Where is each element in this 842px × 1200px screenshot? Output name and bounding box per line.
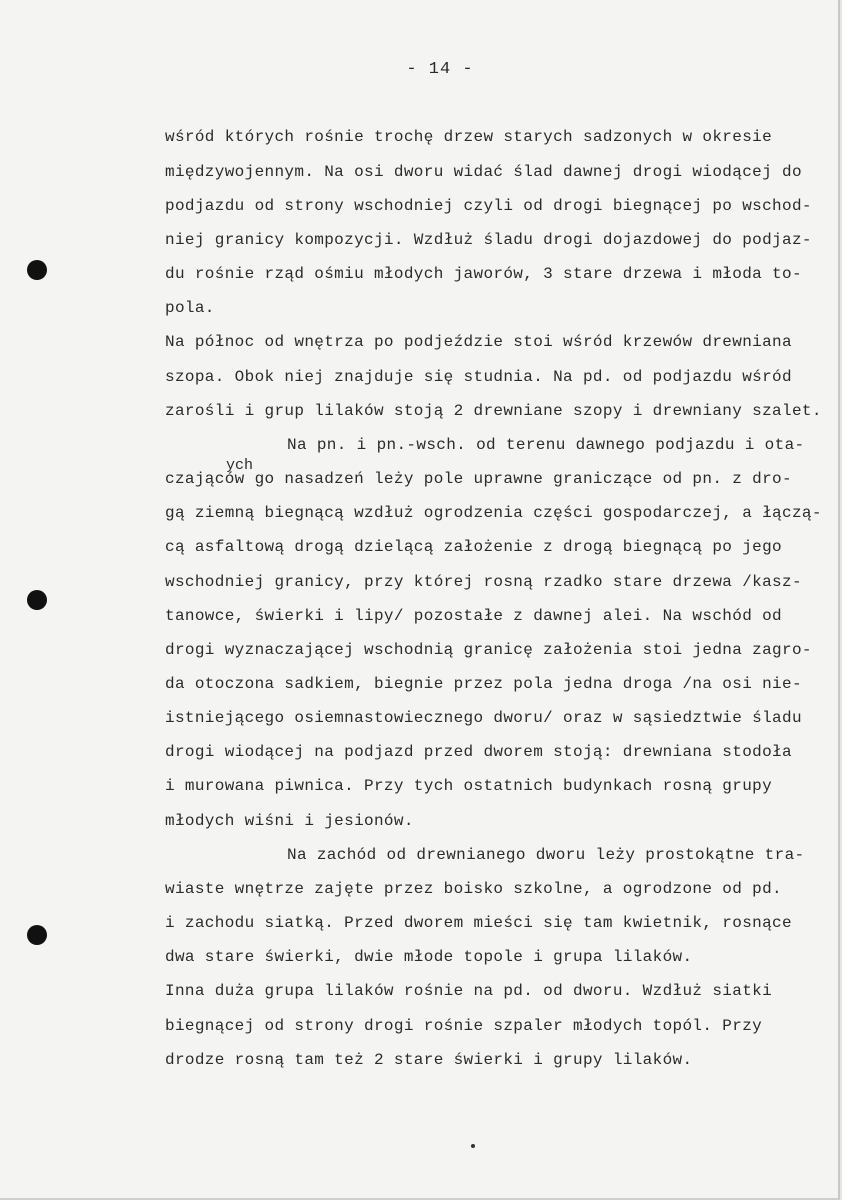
text-line: cą asfaltową drogą dzielącą założenie z drogą biegnącą po jego xyxy=(165,538,782,556)
text-line: młodych wiśni i jesionów. xyxy=(165,812,414,830)
text-line: niej granicy kompozycji. Wzdłuż śladu drogi dojazdowej do podjaz- xyxy=(165,231,812,249)
ink-speck xyxy=(471,1144,475,1148)
punch-hole-middle xyxy=(27,590,47,610)
typed-correction: ych xyxy=(226,457,254,474)
text-line: podjazdu od strony wschodniej czyli od drogi biegnącej po wschod- xyxy=(165,197,812,215)
text-line: i murowana piwnica. Przy tych ostatnich budynkach rosną grupy xyxy=(165,777,773,795)
text-line: wśród których rośnie trochę drzew starych sadzonych w okresie xyxy=(165,128,773,146)
text-line: Na północ od wnętrza po podjeździe stoi wśród krzewów drewniana xyxy=(165,333,792,351)
text-line: drodze rosną tam też 2 stare świerki i grupy lilaków. xyxy=(165,1051,693,1069)
text-line: dwa stare świerki, dwie młode topole i grupa lilaków. xyxy=(165,948,693,966)
text-line: zarośli i grup lilaków stoją 2 drewniane szopy i drewniany szalet. xyxy=(165,402,822,420)
text-line: Inna duża grupa lilaków rośnie na pd. od dworu. Wzdłuż siatki xyxy=(165,982,773,1000)
text-line: międzywojennym. Na osi dworu widać ślad dawnej drogi wiodącej do xyxy=(165,163,802,181)
text-line: Na pn. i pn.-wsch. od terenu dawnego podjazdu i ota- xyxy=(287,436,805,454)
text-line: pola. xyxy=(165,299,215,317)
page-number: - 14 - xyxy=(406,60,474,79)
text-line: drogi wiodącej na podjazd przed dworem stoją: drewniana stodoła xyxy=(165,743,792,761)
text-line: szopa. Obok niej znajduje się studnia. Na pd. od podjazdu wśród xyxy=(165,368,792,386)
text-line: drogi wyznaczającej wschodnią granicę założenia stoi jedna zagro- xyxy=(165,641,812,659)
text-line: tanowce, świerki i lipy/ pozostałe z dawnej alei. Na wschód od xyxy=(165,607,782,625)
text-line: wiaste wnętrze zajęte przez boisko szkolne, a ogrodzone od pd. xyxy=(165,880,782,898)
text-line: gą ziemną biegnącą wzdłuż ogrodzenia części gospodarczej, a łączą- xyxy=(165,504,822,522)
text-line: biegnącej od strony drogi rośnie szpaler młodych topól. Przy xyxy=(165,1017,763,1035)
text-line: istniejącego osiemnastowiecznego dworu/ oraz w sąsiedztwie śladu xyxy=(165,709,802,727)
text-line: i zachodu siatką. Przed dworem mieści się tam kwietnik, rosnące xyxy=(165,914,792,932)
text-line: du rośnie rząd ośmiu młodych jaworów, 3 stare drzewa i młoda to- xyxy=(165,265,802,283)
text-line: czająców go nasadzeń leży pole uprawne graniczące od pn. z dro- xyxy=(165,470,792,488)
text-line: da otoczona sadkiem, biegnie przez pola jedna droga /na osi nie- xyxy=(165,675,802,693)
punch-hole-bottom xyxy=(27,925,47,945)
text-line: wschodniej granicy, przy której rosną rzadko stare drzewa /kasz- xyxy=(165,573,802,591)
text-line: Na zachód od drewnianego dworu leży prostokątne tra- xyxy=(287,846,805,864)
punch-hole-top xyxy=(27,260,47,280)
